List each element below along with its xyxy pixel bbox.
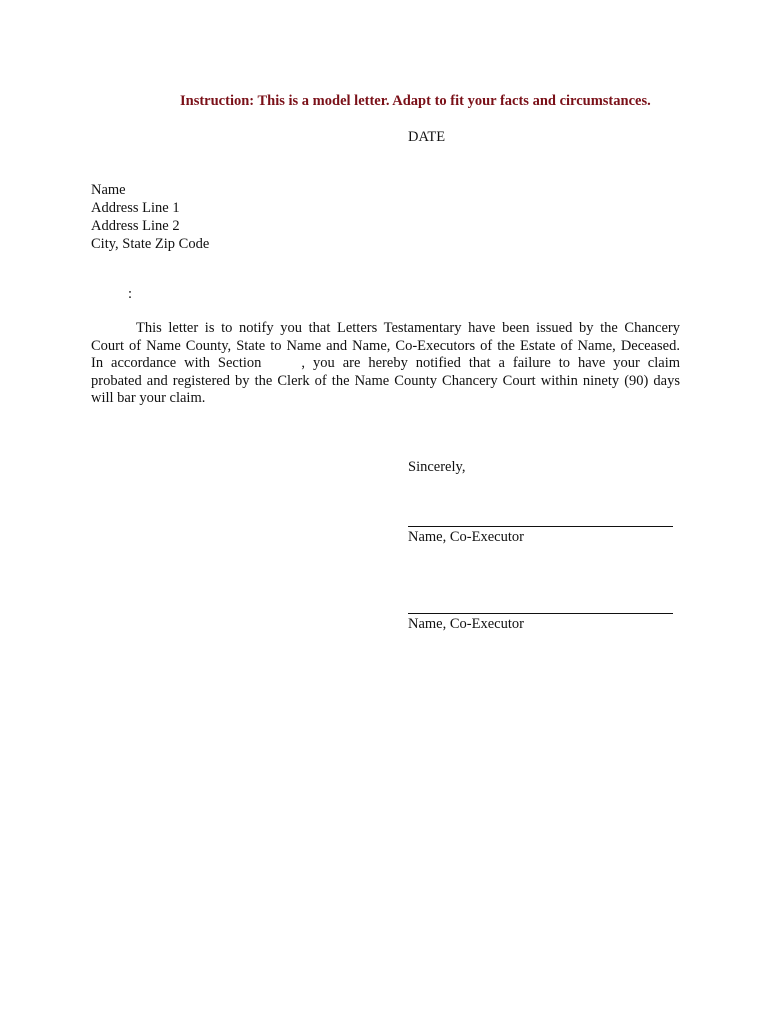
instruction-note: Instruction: This is a model letter. Adapt to fit your facts and circumstances. [180,93,651,109]
body-line-part: In accordance with Section [91,355,262,371]
recipient-city-state-zip: City, State Zip Code [91,236,210,252]
recipient-address-line-2: Address Line 2 [91,218,180,234]
recipient-name: Name [91,182,126,198]
signature-line-2 [408,613,673,614]
body-line: This letter is to notify you that Letters Testamentary have been issued by the Chancery [136,320,680,336]
closing: Sincerely, [408,459,466,475]
body-line-section [91,355,680,373]
recipient-address-line-1: Address Line 1 [91,200,180,216]
signature-name-1: Name, Co-Executor [408,529,524,545]
body-line: Court of Name County, State to Name and Name, Co-Executors of the Estate of Name, Deceased. [91,337,680,354]
signature-line-1 [408,526,673,527]
letter-date: DATE [408,129,446,145]
body-line: will bar your claim. [91,390,206,406]
body-line-part: , you are hereby notified that a failure to have your claim [301,355,681,371]
body-line: probated and registered by the Clerk of the Name County Chancery Court within ninety (90) days [91,372,680,389]
letter-body [91,320,680,408]
signature-name-2: Name, Co-Executor [408,616,524,632]
salutation: : [128,286,133,302]
recipient-address-block [91,181,209,253]
